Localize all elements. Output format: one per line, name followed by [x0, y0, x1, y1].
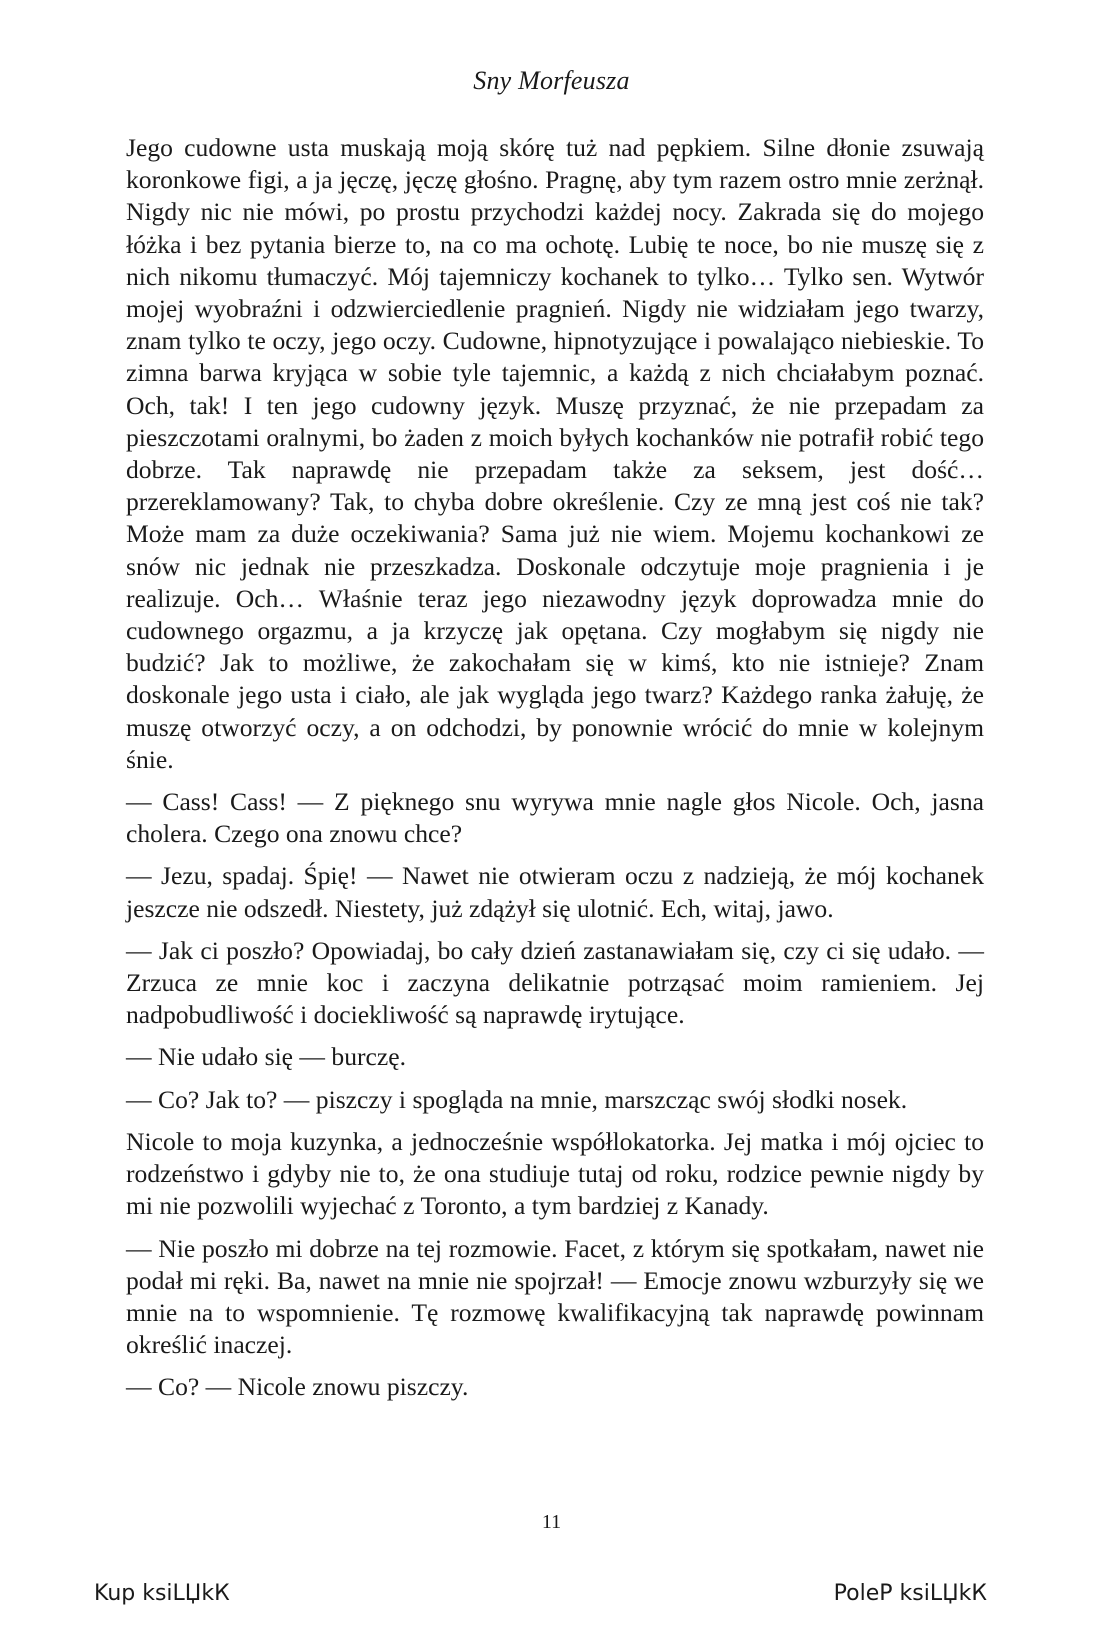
paragraph: — Cass! Cass! — Z pięknego snu wyrywa mnie nagle głos Nicole. Och, jasna cholera. Czego ona znowu chce? [126, 787, 984, 849]
paragraph: — Nie poszło mi dobrze na tej rozmowie. Facet, z którym się spotkałam, nawet nie podał mi ręki. Ba, nawet na mnie nie spojrzał! — Emocje znowu wzburzyły się we mnie na to wspomnienie. Tę rozmowę kwalifikacyjną tak naprawdę powinnam określić inaczej. [126, 1233, 984, 1360]
paragraph: — Co? — Nicole znowu piszczy. [126, 1372, 469, 1402]
paragraph: Jego cudowne usta muskają moją skórę tuż nad pępkiem. Silne dłonie zsuwają koronkowe figi, a ja jęczę, jęczę głośno. Pragnę, aby tym razem ostro mnie zerżnął. Nigdy nic nie mówi, po prostu przychodzi każdej nocy. Zakrada się do mojego łóżka i bez pytania bierze to, na co ma ochotę. Lubię te noce, bo nie muszę się z nich nikomu tłumaczyć. Mój tajemniczy kochanek to tylko… Tylko sen. Wytwór mojej wyobraźni i odzwierciedlenie pragnień. Nigdy nie widziałam jego twarzy, znam tylko te oczy, jego oczy. Cudowne, hipnotyzujące i powalająco niebieskie. To zimna barwa kryjąca w sobie tyle tajemnic, a każdą z nich chciałabym poznać. Och, tak! I ten jego cudowny język. Muszę przyznać, że nie przepadam za pieszczotami oralnymi, bo żaden z moich byłych kochanków nie potrafił robić tego dobrze. Tak naprawdę nie przepadam także za seksem, jest dość… przereklamowany? Tak, to chyba dobre określenie. Czy ze mną jest coś nie tak? Może mam za duże oczekiwania? Sama już nie wiem. Mojemu kochankowi ze snów nic jednak nie przeszkadza. Doskonale odczytuje moje pragnienia i je realizuje. Och… Właśnie teraz jego niezawodny język doprowadza mnie do cudownego orgazmu, a ja krzyczę jak opętana. Czy mogłabym się nigdy nie budzić? Jak to możliwe, że zakochałam się w kimś, kto nie istnieje? Znam doskonale jego usta i ciało, ale jak wygląda jego twarz? Każdego ranka żałuję, że muszę otworzyć oczy, a on odchodzi, by ponownie wrócić do mnie w kolejnym śnie. [126, 133, 984, 774]
body-text [126, 132, 984, 1404]
paragraph: — Co? Jak to? — piszczy i spogląda na mnie, marszcząc swój słodki nosek. [126, 1084, 908, 1114]
page-number: 11 [541, 1511, 562, 1533]
running-head-title: Sny Morfeusza [473, 66, 630, 95]
paragraph: — Nie udało się — burczę. [126, 1042, 407, 1072]
paragraph: — Jezu, spadaj. Śpię! — Nawet nie otwieram oczu z nadzieją, że mój kochanek jeszcze nie odszedł. Niestety, już zdążył się ulotnić. Ech, witaj, jawo. [126, 861, 984, 923]
buy-book-link[interactable]: Kup ksiLЏkК [94, 1581, 230, 1606]
recommend-book-link[interactable]: PoleР ksiLЏkК [833, 1581, 987, 1606]
paragraph: — Jak ci poszło? Opowiadaj, bo cały dzień zastanawiałam się, czy ci się udało. — Zrzuca ze mnie koc i zaczyna delikatnie potrząsać moim ramieniem. Jej nadpobudliwość i dociekliwość są naprawdę irytujące. [126, 935, 984, 1030]
paragraph: Nicole to moja kuzynka, a jednocześnie współlokatorka. Jej matka i mój ojciec to rodzeństwo i gdyby nie to, że ona studiuje tutaj od roku, rodzice pewnie nigdy by mi nie pozwolili wyjechać z Toronto, a tym bardziej z Kanady. [126, 1126, 984, 1221]
